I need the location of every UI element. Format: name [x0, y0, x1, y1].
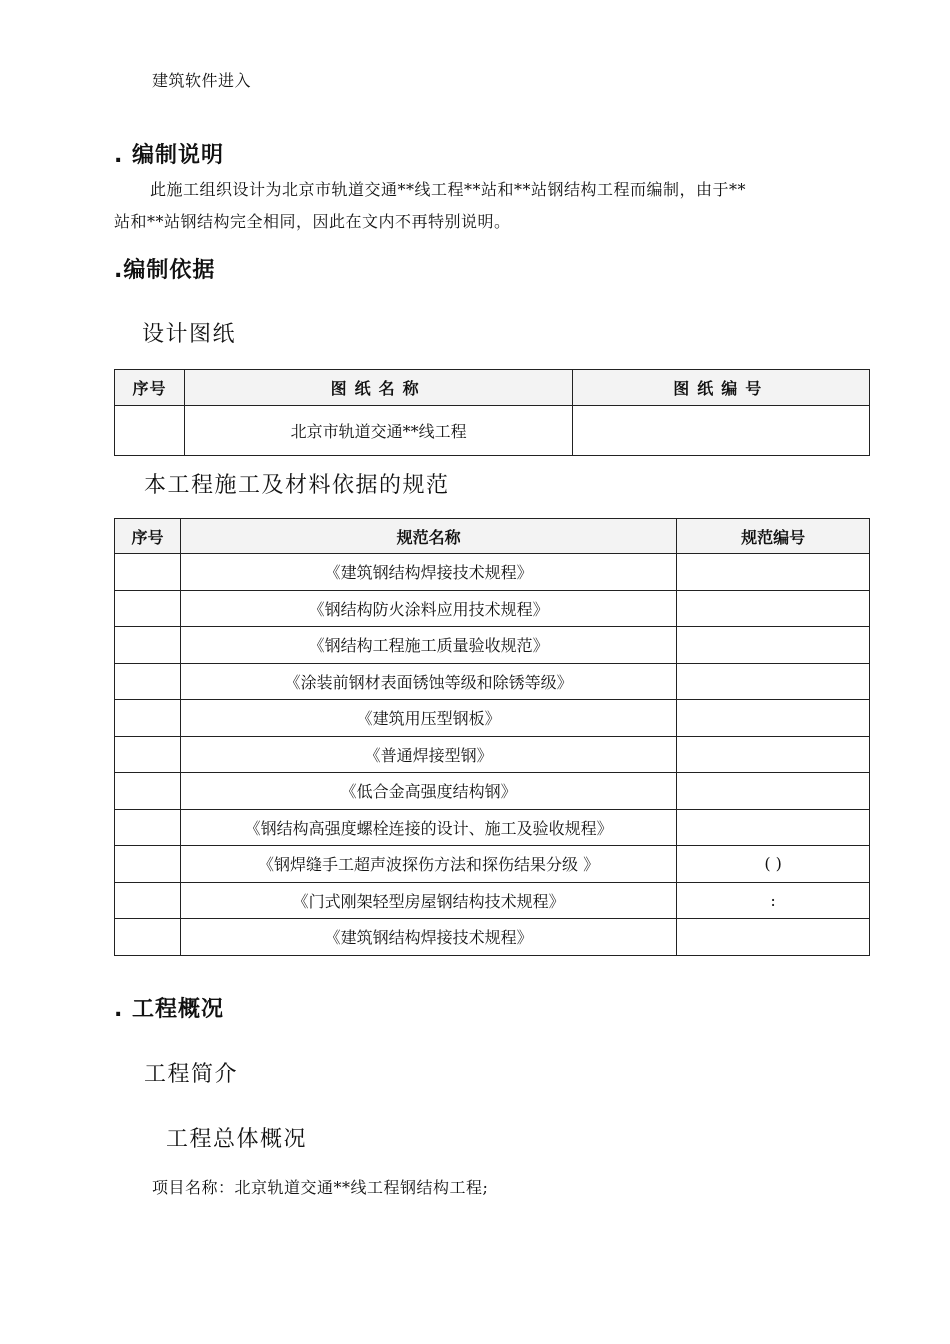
header-spec-name: 规范名称 [180, 519, 676, 554]
header-seq: 序号 [115, 370, 185, 406]
cell-seq [115, 919, 181, 956]
subheading-general-overview: 工程总体概况 [166, 1127, 308, 1152]
cell-seq [115, 554, 181, 591]
cell-seq [115, 809, 181, 846]
project-name-line: 项目名称：北京轨道交通**线工程钢结构工程; [152, 1178, 489, 1197]
table-row [115, 700, 870, 737]
table-row [115, 773, 870, 810]
cell-spec-name: 《钢焊缝手工超声波探伤方法和探伤结果分级 》 [180, 846, 676, 883]
header-drawing-number: 图纸编号 [573, 370, 870, 406]
cell-seq [115, 627, 181, 664]
section-heading-compilation-basis: .编制依据 [114, 258, 216, 283]
cell-seq [115, 590, 181, 627]
cell-drawing-name: 北京市轨道交通**线工程 [184, 406, 572, 456]
drawings-table [114, 369, 870, 456]
table-row [115, 882, 870, 919]
cell-seq [115, 700, 181, 737]
table-header-row [115, 519, 870, 554]
table-row [115, 590, 870, 627]
section-heading-project-overview: . 工程概况 [114, 997, 225, 1022]
table-row [115, 919, 870, 956]
cell-spec-name: 《门式刚架轻型房屋钢结构技术规程》 [180, 882, 676, 919]
cell-spec-name: 《钢结构工程施工质量验收规范》 [180, 627, 676, 664]
header-drawing-name: 图纸名称 [184, 370, 572, 406]
cell-seq [115, 773, 181, 810]
table-row [115, 554, 870, 591]
subheading-specifications: 本工程施工及材料依据的规范 [144, 473, 450, 498]
cell-spec-number [677, 919, 870, 956]
paragraph-line-1: 此施工组织设计为北京市轨道交通**线工程**站和**站钢结构工程而编制，由于** [150, 180, 747, 199]
cell-seq [115, 736, 181, 773]
header-seq: 序号 [115, 519, 181, 554]
subheading-project-intro: 工程简介 [144, 1062, 239, 1087]
cell-spec-number [677, 663, 870, 700]
cell-spec-name: 《低合金高强度结构钢》 [180, 773, 676, 810]
header-spec-number: 规范编号 [677, 519, 870, 554]
table-row [115, 846, 870, 883]
cell-spec-number: : [677, 882, 870, 919]
cell-spec-name: 《建筑用压型钢板》 [180, 700, 676, 737]
top-line: 建筑软件进入 [152, 71, 252, 90]
cell-seq [115, 882, 181, 919]
cell-spec-number [677, 773, 870, 810]
cell-spec-number [677, 554, 870, 591]
cell-seq [115, 406, 185, 456]
cell-seq [115, 846, 181, 883]
cell-spec-name: 《普通焊接型钢》 [180, 736, 676, 773]
table-row [115, 627, 870, 664]
cell-spec-number [677, 627, 870, 664]
table-row [115, 663, 870, 700]
cell-spec-name: 《涂装前钢材表面锈蚀等级和除锈等级》 [180, 663, 676, 700]
cell-spec-name: 《建筑钢结构焊接技术规程》 [180, 919, 676, 956]
cell-seq [115, 663, 181, 700]
cell-spec-name: 《建筑钢结构焊接技术规程》 [180, 554, 676, 591]
table-row [115, 809, 870, 846]
table-header-row [115, 370, 870, 406]
subheading-design-drawings: 设计图纸 [142, 322, 237, 347]
cell-drawing-number [573, 406, 870, 456]
cell-spec-number [677, 809, 870, 846]
cell-spec-name: 《钢结构防火涂料应用技术规程》 [180, 590, 676, 627]
cell-spec-number: ( ) [677, 846, 870, 883]
cell-spec-name: 《钢结构高强度螺栓连接的设计、施工及验收规程》 [180, 809, 676, 846]
table-row [115, 736, 870, 773]
section-heading-compilation-notes: . 编制说明 [114, 143, 225, 168]
cell-spec-number [677, 590, 870, 627]
cell-spec-number [677, 700, 870, 737]
table-row [115, 406, 870, 456]
cell-spec-number [677, 736, 870, 773]
paragraph-line-2: 站和**站钢结构完全相同，因此在文内不再特别说明。 [114, 212, 511, 231]
specifications-table [114, 518, 870, 956]
